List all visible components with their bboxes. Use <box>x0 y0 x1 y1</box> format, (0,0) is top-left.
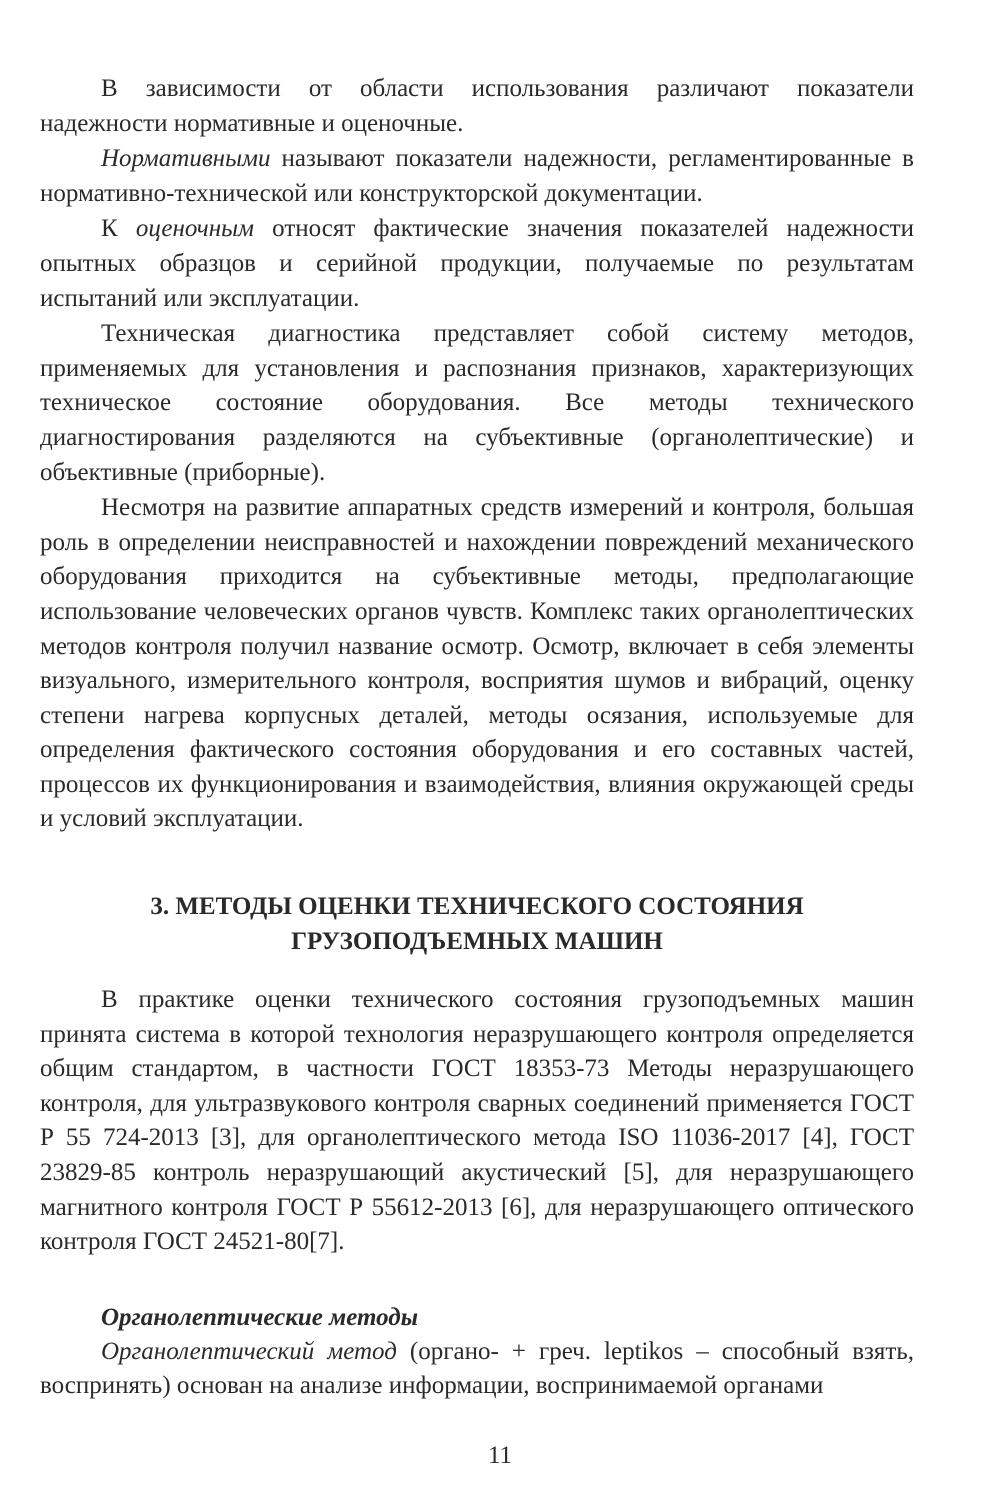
section-heading-line1: 3. МЕТОДЫ ОЦЕНКИ ТЕХНИЧЕСКОГО СОСТОЯНИЯ <box>150 893 804 921</box>
paragraph-inspection: Несмотря на развитие аппаратных средств измерений и контроля, большая роль в определении неисправностей и нахождении повреждений механического оборудования приходится на субъективные методы, предполагающие использование человеческих органов чувств. Комплекс таких органолептических методов контроля получил название осмотр. Осмотр, включает в себя элементы визуального, измерительного контроля, восприятия шумов и вибраций, оценку степени нагрева корпусных деталей, методы осязания, используемые для определения фактического состояния оборудования и его составных частей, процессов их функционирования и взаимодействия, влияния окружающей среды и условий эксплуатации. <box>40 494 914 833</box>
page-body <box>40 72 914 1404</box>
term-evaluative: оценочным <box>135 215 255 243</box>
section-heading <box>40 889 914 959</box>
page-number: 11 <box>487 1442 513 1469</box>
paragraph-standards: В практике оценки технического состояния грузоподъемных машин принята система в которой технология неразрушающего контроля определяется общим стандартом, в частности ГОСТ 18353-73 Методы неразрушающего контроля, для ультразвукового контроля сварных соединений применяется ГОСТ Р 55 724-2013 [3], для органолептического метода ISO 11036-2017 [4], ГОСТ 23829-85 контроль неразрушающий акустический [5], для неразрушающего магнитного контроля ГОСТ Р 55612-2013 [6], для неразрушающего оптического контроля ГОСТ 24521-80[7]. <box>40 986 914 1256</box>
subsection-heading: Органолептические методы <box>101 1303 419 1331</box>
paragraph-normative: Нормативными называют показатели надежности, регламентированные в нормативно-технической или конструкторской документации. <box>40 145 914 207</box>
section-heading-line2: ГРУЗОПОДЪЕМНЫХ МАШИН <box>291 928 663 956</box>
paragraph-technical-diagnostics: Техническая диагностика представляет собой систему методов, применяемых для установления и распознания признаков, характеризующих техническое состояние оборудования. Все методы технического диагностирования разделяются на субъективные (органолептические) и объективные (приборные). <box>40 320 914 486</box>
paragraph-reliability-indicators: В зависимости от области использования различают показатели надежности нормативные и оценочные. <box>40 75 914 137</box>
paragraph-organoleptic: Органолептический метод (органо- + греч. leptikos – способный взять, воспринять) основан на анализе информации, воспринимаемой органами <box>40 1337 914 1400</box>
term-organoleptic: Органолептический метод <box>101 1337 397 1365</box>
paragraph-evaluative: К оценочным относят фактические значения показателей надежности опытных образцов и серийной продукции, получаемые по результатам испытаний или эксплуатации. <box>40 215 914 312</box>
term-normative: Нормативными <box>101 145 271 173</box>
